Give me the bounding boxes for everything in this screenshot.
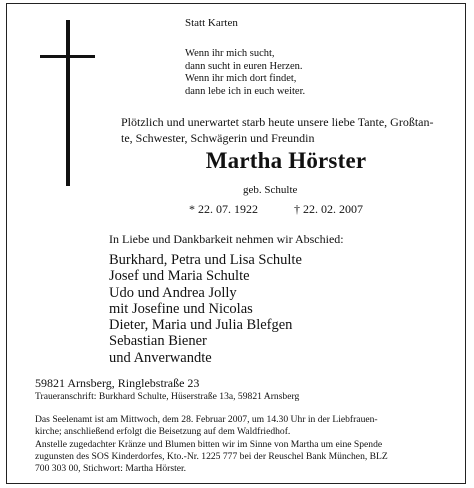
address: 59821 Arnsberg, Ringlebstraße 23: [35, 376, 200, 390]
requiem-line: Das Seelenamt ist am Mittwoch, dem 28. Februar 2007, um 14.30 Uhr in der Liebfrauen-: [35, 414, 378, 425]
donation-line: zugunsten des SOS Kinderdorfes, Kto.-Nr. 1225 777 bei der Reuschel Bank München, BLZ: [35, 450, 388, 462]
mourner: Dieter, Maria und Julia Blefgen: [109, 317, 293, 334]
mourner: und Anverwandte: [109, 349, 212, 366]
requiem-info: [35, 414, 465, 438]
mourner: Burkhard, Petra und Lisa Schulte: [109, 252, 302, 268]
donation-line: Anstelle zugedachter Kränze und Blumen bitten wir im Sinne von Martha um eine Spende: [35, 439, 383, 450]
poem-line: Wenn ihr mich sucht,: [185, 48, 275, 59]
mourner: Udo und Andrea Jolly: [109, 284, 237, 301]
mourners-list: [109, 252, 302, 366]
intro-line: Plötzlich und unerwartet starb heute unsere liebe Tante, Großtan-: [121, 115, 434, 129]
mourning-address: [35, 391, 465, 403]
mourning-address-line: Traueranschrift: Burkhard Schulte, Hüserstraße 13a, 59821 Arnsberg: [35, 391, 300, 402]
requiem-line: kirche; anschließend erfolgt die Beisetzung auf dem Waldfriedhof.: [35, 425, 291, 437]
farewell-text: In Liebe und Dankbarkeit nehmen wir Abschied:: [109, 232, 344, 246]
poem-line: Wenn ihr mich dort findet,: [185, 73, 297, 84]
deceased-name: Martha Hörster: [205, 148, 367, 173]
poem-line: dann lebe ich in euch weiter.: [185, 85, 306, 97]
donation-info: [35, 439, 465, 474]
donation-line: 700 303 00, Stichwort: Martha Hörster.: [35, 462, 187, 474]
poem: [185, 48, 305, 98]
maiden-name: geb. Schulte: [243, 184, 298, 196]
mourner: Sebastian Biener: [109, 333, 207, 350]
statt-karten-heading: Statt Karten: [185, 17, 238, 29]
death-date: † 22. 02. 2007: [294, 202, 363, 216]
cross-icon-beam: [40, 55, 95, 58]
mourner: mit Josefine und Nicolas: [109, 300, 253, 317]
intro-line: te, Schwester, Schwägerin und Freundin: [121, 131, 315, 145]
obituary-notice: [6, 3, 466, 484]
intro-text: [121, 114, 461, 146]
birth-date: * 22. 07. 1922: [189, 202, 258, 216]
poem-line: dann sucht in euren Herzen.: [185, 60, 303, 72]
mourner: Josef und Maria Schulte: [109, 268, 250, 285]
